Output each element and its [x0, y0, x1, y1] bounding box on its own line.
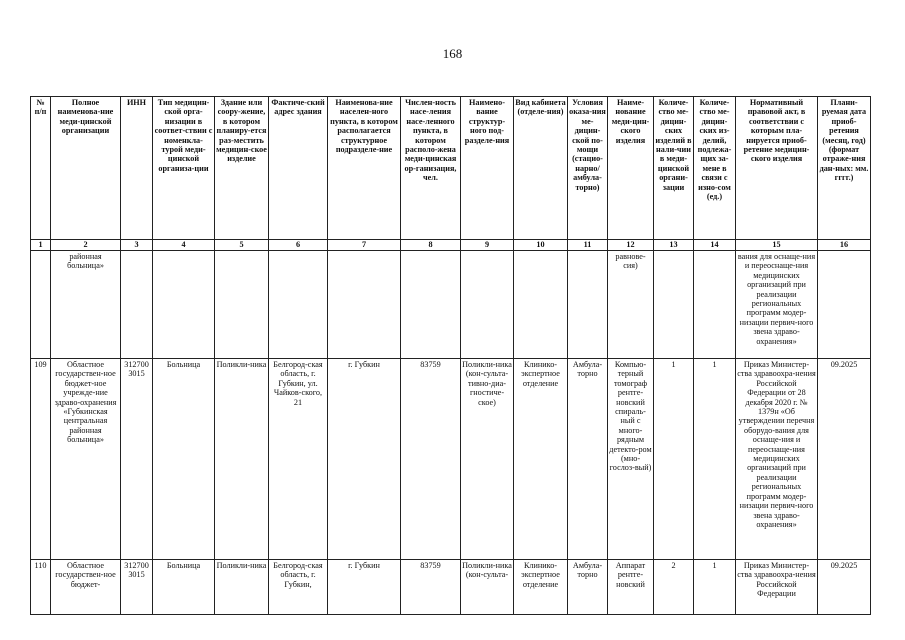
table-cell: [818, 251, 871, 359]
table-cell: Амбула-торно: [568, 359, 608, 560]
table-cell: 1: [654, 359, 694, 560]
table-cell: Плани-руемая дата приоб-ретения (месяц, год) (формат отраже-ния дан-ных: мм. гггг.): [818, 97, 871, 240]
table-cell: Наиме-нование меди-цин-ского изделия: [608, 97, 654, 240]
table-cell: 83759: [401, 560, 461, 615]
table-cell: Количе-ство ме-дицин-ских изделий в нали-чии в меди-цинской органи-зации: [654, 97, 694, 240]
table-cell: [121, 251, 153, 359]
table-cell: 13: [654, 240, 694, 251]
table-cell: Здание или соору-жение, в котором планиру-ется раз-местить медицин-ское изделие: [215, 97, 269, 240]
table-cell: 109: [31, 359, 51, 560]
table-cell: 11: [568, 240, 608, 251]
table-cell: № п/п: [31, 97, 51, 240]
table-cell: 09.2025: [818, 359, 871, 560]
table-cell: Приказ Министер-ства здравоохра-нения Российской Федерации от 28 декабря 2020 г. № 1379н «Об утверждении перечня оборудо-вания для оснаще-ния и переоснаще-ния медицинских организаций при реализации региональных программ модер-низации первич-ного звена здраво-охранения»: [736, 359, 818, 560]
table-cell: Поликли-ника (кон-сульта-тивно-диа-гностиче-ское): [461, 359, 514, 560]
table-cell: Нормативный правовой акт, в соответствии с которым пла-нируется приоб-ретение медицин-ского изделия: [736, 97, 818, 240]
table-cell: [215, 251, 269, 359]
table-cell: [328, 251, 401, 359]
table-cell: 3: [121, 240, 153, 251]
table-cell: Фактиче-ский адрес здания: [269, 97, 328, 240]
page-number: 168: [442, 46, 463, 61]
table-cell: 9: [461, 240, 514, 251]
table-cell: районная больница»: [51, 251, 121, 359]
table-cell: 8: [401, 240, 461, 251]
table-cell: [568, 251, 608, 359]
table-row: [31, 251, 871, 359]
table-cell: [654, 251, 694, 359]
table-cell: 2: [654, 560, 694, 615]
table-cell: Областное государствен-ное бюджет-: [51, 560, 121, 615]
table-cell: Тип медицин-ской орга-низации в соответ-ствии с номенкла-турой меди-цинской организа-ции: [153, 97, 215, 240]
table-cell: ИНН: [121, 97, 153, 240]
table-cell: Больница: [153, 359, 215, 560]
table-cell: Приказ Министер-ства здравоохра-нения Российской Федерации: [736, 560, 818, 615]
table-cell: 15: [736, 240, 818, 251]
table-cell: г. Губкин: [328, 560, 401, 615]
table-cell: Поликли-ника (кон-сульта-: [461, 560, 514, 615]
table-cell: равнове-сия): [608, 251, 654, 359]
table-cell: 312700 3015: [121, 560, 153, 615]
table-row: [31, 359, 871, 560]
table-cell: 5: [215, 240, 269, 251]
table-cell: 1: [31, 240, 51, 251]
table-cell: 6: [269, 240, 328, 251]
header-row: [31, 97, 871, 240]
table-cell: [401, 251, 461, 359]
table-cell: Белгород-ская область, г. Губкин,: [269, 560, 328, 615]
table-cell: Больница: [153, 560, 215, 615]
table-cell: вания для оснаще-ния и переоснаще-ния медицинских организаций при реализации региональных программ модер-низации первич-ного звена здраво-охранения»: [736, 251, 818, 359]
table-cell: 2: [51, 240, 121, 251]
table-cell: Областное государствен-ное бюджет-ное учрежде-ние здраво-охранения «Губкинская центральная районная больница»: [51, 359, 121, 560]
table-cell: 1: [694, 359, 736, 560]
table-cell: 4: [153, 240, 215, 251]
table-cell: Клинико-экспертное отделение: [514, 359, 568, 560]
column-number-row: [31, 240, 871, 251]
table-cell: 110: [31, 560, 51, 615]
table-cell: 7: [328, 240, 401, 251]
table-cell: 16: [818, 240, 871, 251]
table-cell: Клинико-экспертное отделение: [514, 560, 568, 615]
table-cell: Поликли-ника: [215, 560, 269, 615]
table-cell: 1: [694, 560, 736, 615]
table-cell: 09.2025: [818, 560, 871, 615]
table-cell: [514, 251, 568, 359]
table-cell: 10: [514, 240, 568, 251]
table-cell: г. Губкин: [328, 359, 401, 560]
table-cell: Компью-терный томограф рентге-новский спираль-ный с много-рядным детекто-ром (мно-гослоз-вый): [608, 359, 654, 560]
equipment-table: [30, 96, 871, 615]
table-cell: Наименова-ние населен-ного пункта, в котором располагается структурное подразделе-ние: [328, 97, 401, 240]
table-cell: [153, 251, 215, 359]
table-cell: 14: [694, 240, 736, 251]
table-cell: 12: [608, 240, 654, 251]
table-cell: Условия оказа-ния ме-дицин-ской по-мощи (стацио-нарно/ амбула-торно): [568, 97, 608, 240]
table-cell: Поликли-ника: [215, 359, 269, 560]
table-cell: [694, 251, 736, 359]
table-cell: Белгород-ская область, г. Губкин, ул. Чайков-ского, 21: [269, 359, 328, 560]
table-cell: Аппарат рентге-новский: [608, 560, 654, 615]
table-cell: Количе-ство ме-дицин-ских из-делий, подлежа-щих за-мене в связи с изно-сом (ед.): [694, 97, 736, 240]
table-cell: 312700 3015: [121, 359, 153, 560]
table-cell: [269, 251, 328, 359]
table-cell: 83759: [401, 359, 461, 560]
table-cell: Вид кабинета (отделе-ния): [514, 97, 568, 240]
table-cell: Наимено-вание структур-ного под-разделе-ния: [461, 97, 514, 240]
table-cell: [31, 251, 51, 359]
table-row: [31, 560, 871, 615]
table-cell: Амбула-торно: [568, 560, 608, 615]
table-cell: [461, 251, 514, 359]
table-cell: Числен-ность насе-ления насе-ленного пункта, в котором располо-жена меди-цинская ор-ганизация, чел.: [401, 97, 461, 240]
table-cell: Полное наименова-ние меди-цинской организации: [51, 97, 121, 240]
